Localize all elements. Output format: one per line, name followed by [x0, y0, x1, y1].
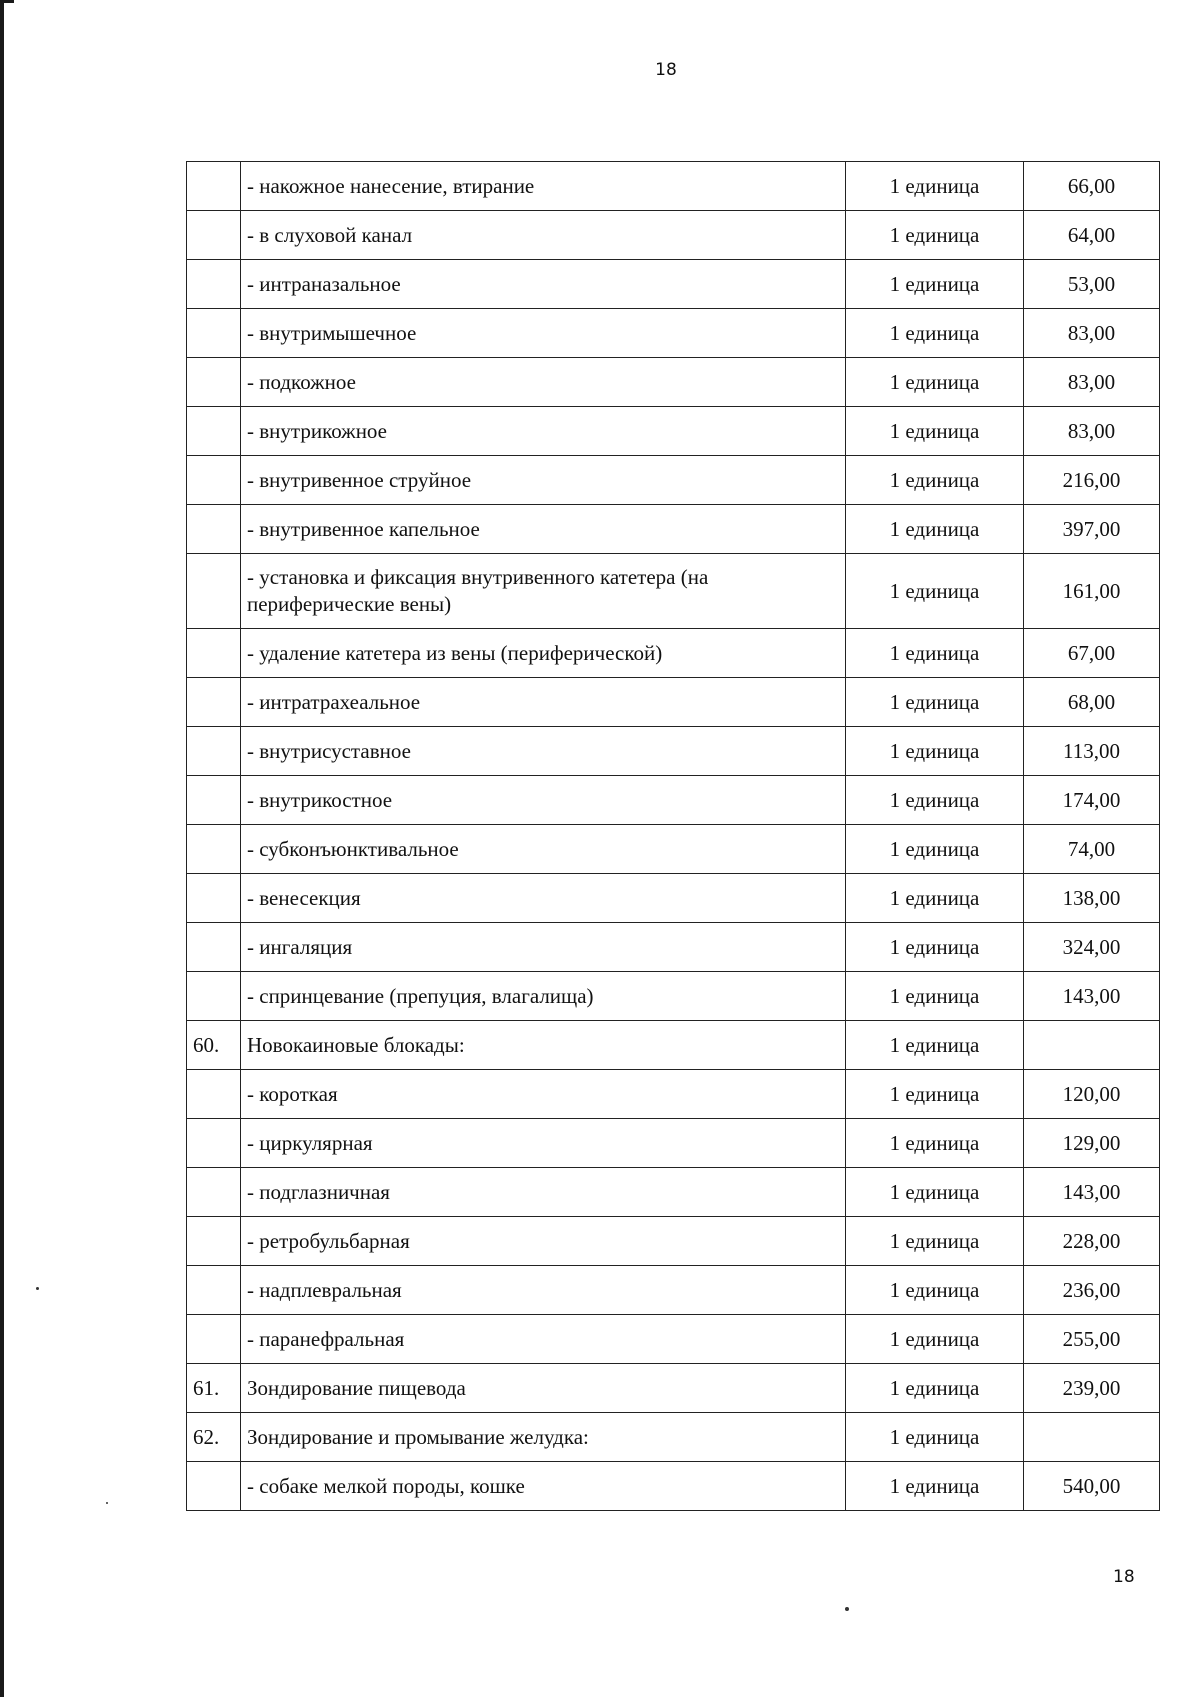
row-number-cell: [187, 1315, 241, 1364]
row-number-cell: [187, 407, 241, 456]
row-number-cell: [187, 505, 241, 554]
table-row: [187, 456, 1160, 505]
service-name-cell: - интраназальное: [241, 260, 846, 309]
unit-cell: 1 единица: [846, 505, 1024, 554]
row-number-cell: [187, 1266, 241, 1315]
price-cell: 64,00: [1024, 211, 1160, 260]
service-name-cell: - ингаляция: [241, 923, 846, 972]
unit-cell: 1 единица: [846, 923, 1024, 972]
table-row: [187, 1168, 1160, 1217]
service-name-cell: Зондирование и промывание желудка:: [241, 1413, 846, 1462]
row-number-cell: [187, 211, 241, 260]
row-number-cell: [187, 1119, 241, 1168]
unit-cell: 1 единица: [846, 554, 1024, 629]
table-row: [187, 554, 1160, 629]
table-row: [187, 1217, 1160, 1266]
price-cell: 324,00: [1024, 923, 1160, 972]
row-number-cell: [187, 776, 241, 825]
row-number-cell: [187, 162, 241, 211]
table-row: [187, 629, 1160, 678]
service-name-cell: - спринцевание (препуция, влагалища): [241, 972, 846, 1021]
price-cell: 68,00: [1024, 678, 1160, 727]
unit-cell: 1 единица: [846, 1021, 1024, 1070]
unit-cell: 1 единица: [846, 211, 1024, 260]
scan-speck: [106, 1502, 108, 1504]
service-name-cell: - интратрахеальное: [241, 678, 846, 727]
price-cell: 129,00: [1024, 1119, 1160, 1168]
row-number-cell: [187, 972, 241, 1021]
price-cell: 67,00: [1024, 629, 1160, 678]
table-row: [187, 1021, 1160, 1070]
service-name-cell: - внутривенное капельное: [241, 505, 846, 554]
service-name-cell: - субконъюнктивальное: [241, 825, 846, 874]
price-cell: 83,00: [1024, 407, 1160, 456]
table-row: [187, 972, 1160, 1021]
row-number-cell: [187, 260, 241, 309]
table-row: [187, 776, 1160, 825]
service-name-cell: - венесекция: [241, 874, 846, 923]
unit-cell: 1 единица: [846, 1070, 1024, 1119]
row-number-cell: 61.: [187, 1364, 241, 1413]
page-number-top: 18: [655, 60, 677, 80]
price-cell: 53,00: [1024, 260, 1160, 309]
price-cell: 143,00: [1024, 972, 1160, 1021]
price-cell: 540,00: [1024, 1462, 1160, 1511]
price-cell: 236,00: [1024, 1266, 1160, 1315]
service-name-cell: - паранефральная: [241, 1315, 846, 1364]
scan-speck: [36, 1287, 39, 1290]
table-row: [187, 727, 1160, 776]
unit-cell: 1 единица: [846, 358, 1024, 407]
table-row: [187, 162, 1160, 211]
scan-corner: [0, 0, 14, 3]
table-row: [187, 825, 1160, 874]
row-number-cell: [187, 1217, 241, 1266]
service-name-cell: - внутримышечное: [241, 309, 846, 358]
table-row: [187, 1266, 1160, 1315]
row-number-cell: [187, 727, 241, 776]
unit-cell: 1 единица: [846, 825, 1024, 874]
table-row: [187, 309, 1160, 358]
price-cell: 216,00: [1024, 456, 1160, 505]
price-cell: [1024, 1413, 1160, 1462]
price-cell: 228,00: [1024, 1217, 1160, 1266]
service-name-cell: - надплевральная: [241, 1266, 846, 1315]
row-number-cell: [187, 554, 241, 629]
price-cell: 138,00: [1024, 874, 1160, 923]
table-row: [187, 407, 1160, 456]
table-row: [187, 505, 1160, 554]
service-name-cell: - циркулярная: [241, 1119, 846, 1168]
row-number-cell: [187, 309, 241, 358]
service-name-cell: - внутрикожное: [241, 407, 846, 456]
price-table-body: [187, 162, 1160, 1511]
unit-cell: 1 единица: [846, 727, 1024, 776]
price-table: [186, 161, 1160, 1511]
price-cell: 161,00: [1024, 554, 1160, 629]
row-number-cell: 62.: [187, 1413, 241, 1462]
row-number-cell: [187, 1070, 241, 1119]
unit-cell: 1 единица: [846, 874, 1024, 923]
unit-cell: 1 единица: [846, 1168, 1024, 1217]
row-number-cell: [187, 629, 241, 678]
table-row: [187, 1413, 1160, 1462]
price-cell: 66,00: [1024, 162, 1160, 211]
unit-cell: 1 единица: [846, 1462, 1024, 1511]
page-number-bottom: 18: [1113, 1567, 1135, 1587]
price-cell: 83,00: [1024, 358, 1160, 407]
price-cell: [1024, 1021, 1160, 1070]
table-row: [187, 1364, 1160, 1413]
unit-cell: 1 единица: [846, 456, 1024, 505]
unit-cell: 1 единица: [846, 1217, 1024, 1266]
table-row: [187, 1119, 1160, 1168]
row-number-cell: [187, 1168, 241, 1217]
row-number-cell: [187, 1462, 241, 1511]
price-cell: 239,00: [1024, 1364, 1160, 1413]
service-name-cell: - внутривенное струйное: [241, 456, 846, 505]
service-name-cell: - удаление катетера из вены (периферической): [241, 629, 846, 678]
service-name-cell: - подглазничная: [241, 1168, 846, 1217]
price-cell: 143,00: [1024, 1168, 1160, 1217]
service-name-cell: - короткая: [241, 1070, 846, 1119]
service-name-cell: - в слуховой канал: [241, 211, 846, 260]
service-name-cell: - подкожное: [241, 358, 846, 407]
service-name-cell: - ретробульбарная: [241, 1217, 846, 1266]
table-row: [187, 923, 1160, 972]
table-row: [187, 358, 1160, 407]
row-number-cell: [187, 923, 241, 972]
table-row: [187, 1462, 1160, 1511]
service-name-cell: - накожное нанесение, втирание: [241, 162, 846, 211]
table-row: [187, 874, 1160, 923]
unit-cell: 1 единица: [846, 1266, 1024, 1315]
service-name-cell: - установка и фиксация внутривенного катетера (на периферические вены): [241, 554, 846, 629]
unit-cell: 1 единица: [846, 1119, 1024, 1168]
table-row: [187, 1315, 1160, 1364]
row-number-cell: [187, 825, 241, 874]
table-row: [187, 260, 1160, 309]
unit-cell: 1 единица: [846, 260, 1024, 309]
unit-cell: 1 единица: [846, 1413, 1024, 1462]
unit-cell: 1 единица: [846, 678, 1024, 727]
unit-cell: 1 единица: [846, 162, 1024, 211]
unit-cell: 1 единица: [846, 407, 1024, 456]
unit-cell: 1 единица: [846, 1315, 1024, 1364]
row-number-cell: [187, 678, 241, 727]
table-row: [187, 678, 1160, 727]
service-name-cell: Зондирование пищевода: [241, 1364, 846, 1413]
unit-cell: 1 единица: [846, 309, 1024, 358]
scan-speck: [845, 1607, 849, 1611]
price-cell: 397,00: [1024, 505, 1160, 554]
price-cell: 174,00: [1024, 776, 1160, 825]
table-row: [187, 1070, 1160, 1119]
service-name-cell: Новокаиновые блокады:: [241, 1021, 846, 1070]
service-name-cell: - собаке мелкой породы, кошке: [241, 1462, 846, 1511]
row-number-cell: [187, 358, 241, 407]
table-row: [187, 211, 1160, 260]
unit-cell: 1 единица: [846, 629, 1024, 678]
unit-cell: 1 единица: [846, 1364, 1024, 1413]
row-number-cell: [187, 874, 241, 923]
scan-edge: [0, 0, 4, 1697]
service-name-cell: - внутрисуставное: [241, 727, 846, 776]
price-cell: 83,00: [1024, 309, 1160, 358]
row-number-cell: [187, 456, 241, 505]
price-cell: 113,00: [1024, 727, 1160, 776]
service-name-cell: - внутрикостное: [241, 776, 846, 825]
price-cell: 120,00: [1024, 1070, 1160, 1119]
unit-cell: 1 единица: [846, 972, 1024, 1021]
unit-cell: 1 единица: [846, 776, 1024, 825]
price-cell: 255,00: [1024, 1315, 1160, 1364]
price-cell: 74,00: [1024, 825, 1160, 874]
row-number-cell: 60.: [187, 1021, 241, 1070]
